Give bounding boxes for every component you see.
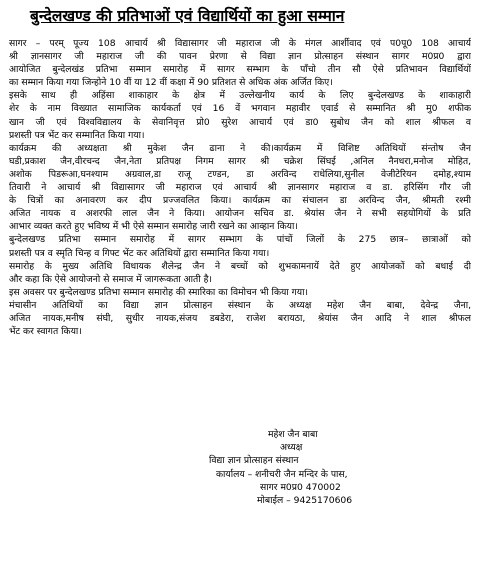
signature-block	[209, 428, 469, 507]
body-line: प्रशस्ती पत्र भेंट कर सम्मानित किया गया।	[9, 129, 145, 141]
body-line: का सम्मान किया गया जिन्होने 10 वीं या 12 वीं कक्षा में 90 प्रतिशत से अधिक अंक अर्जित किए।	[9, 77, 333, 89]
body-line: श्री ज्ञानसागर जी महाराज जी की पावन प्रेरणा से विद्या ज्ञान प्रोत्साहन संस्थान सागर म0प्र0 द्वारा	[9, 51, 471, 63]
body-line: घडी,प्रकाश जैन,वीरचन्द जैन,नेता प्रतिपक्ष निगम सागर श्री चक्रेश सिंघई ,अनिल नैनधरा,मनोज मोहित,	[9, 155, 471, 167]
signature-organization: विद्या ज्ञान प्रोत्साहन संस्थान	[209, 455, 299, 467]
body-line: अजित नायक व अशरफी लाल जैन ने किया। आयोजन सचिव डा. श्रेयांस जैन ने सभी सहयोगियों के प्रति	[9, 208, 471, 220]
signature-office-address: कार्यालय – शनीचरी जैन मन्दिर के पास,	[216, 468, 348, 480]
body-line: खान जी एवं विश्वविद्यालय के सेवानिवृत्त प्रो0 सुरेश आचार्य एवं डा0 सुबोध जैन को शाल श्रीफल व	[9, 116, 471, 128]
body-line: सागर – परम् पूज्य 108 आचार्य श्री विद्यासागर जी महाराज जी के मंगल आर्शीवाद एवं प0पू0 108 आचार्य	[9, 38, 471, 49]
body-line: मंचासीन अतिथियों का विद्या ज्ञान प्रोत्साहन संस्थान के अध्यक्ष महेश जैन बाबा, देवेन्द्र जैना,	[9, 299, 471, 311]
body-line: बुन्देलखण्ड प्रतिभा सम्मान समारोह में सागर सम्भाग के पांचों जिलों के 275 छात्र– छात्राओं को	[9, 234, 471, 246]
article-body	[9, 37, 471, 338]
body-line: अजित नायक,मनीष संघी, सुधीर नायक,संजय डबडेरा, राजेश बरायठा, श्रेयांस जैन आदि ने शाल श्रीफल	[9, 312, 471, 324]
body-line: इस अवसर पर बुन्देलखण्ड प्रतिभा सम्मान समारोह की स्मारिका का विमोचन भी किया गया।	[9, 286, 308, 298]
body-line: के चित्रों का अनावरण कर दीप प्रज्जवलित किया। कार्यक्रम का संचालन डा अरविन्द जैन, श्रीमती रश्मी	[9, 195, 471, 207]
body-line: भेंट कर स्वागत किया।	[9, 326, 82, 338]
body-line: तिवारी ने आचार्य श्री विद्यासागर जी महाराज एवं आचार्य श्री ज्ञानसागर महाराज व डा. हरिसिंग गौर जी	[9, 182, 471, 194]
body-line: प्रशस्ती पत्र व स्मृति चिन्ह व गिफ्ट भेंट कर अतिथियों द्वारा सम्मानित किया गया।	[9, 247, 270, 259]
body-line: आभार व्यक्त करते हुए भविष्य में भी ऐसे सम्मान समारोह जारी रखने का आव्हान किया।	[9, 221, 298, 233]
body-line: इसके साथ ही अहिंसा शाकाहार के क्षेत्र में उल्लेखनीय कार्य के लिए बुन्देलखण्ड के शाकाहारी	[9, 90, 471, 102]
body-line: अशोक पिडरूआ,घनश्याम अग्रवाल,डा राजू टण्डन, डा अरविन्द राधेलिया,सुनील वेजीटेरियन दमोह,श्याम	[9, 168, 471, 180]
signature-mobile: मोबाईल – 9425170606	[257, 494, 353, 506]
body-line: और कहा कि ऐसे आयोजनो से समाज में जागरूकता आती है।	[9, 273, 212, 285]
body-line: शेर के नाम विख्यात सामाजिक कार्यकर्ता एवं 16 वें भगवान महावीर एवार्ड से सम्मानित श्री मु0 शफीक	[9, 103, 471, 115]
body-line: आयोजित बुन्देलखंड प्रतिभा सम्मान समारोह में सागर सम्भाग के पाँचो तीन सौ ऐसे प्रतिभावन विद्यार्थियों	[9, 64, 471, 76]
body-line: कार्यक्रम की अध्यक्षता श्री मुकेश जैन ढाना ने की।कार्यक्रम में विशिष्ट अतिथियों संन्तोष जैन	[9, 142, 471, 154]
signature-city: सागर म0प्र0 470002	[260, 481, 341, 493]
document-title: बुन्देलखण्ड की प्रतिभाओं एवं विद्यार्थियों का हुआ सम्मान	[30, 7, 345, 25]
signature-name: महेश जैन बाबा	[268, 429, 318, 440]
body-line: समारोह के मुख्य अतिथि विधायक शैलेन्द्र जैन ने बच्चों को शुभकामनायें देते हुए आयोजकों को बधाई दी	[9, 260, 471, 272]
signature-role: अध्यक्ष	[280, 442, 303, 454]
